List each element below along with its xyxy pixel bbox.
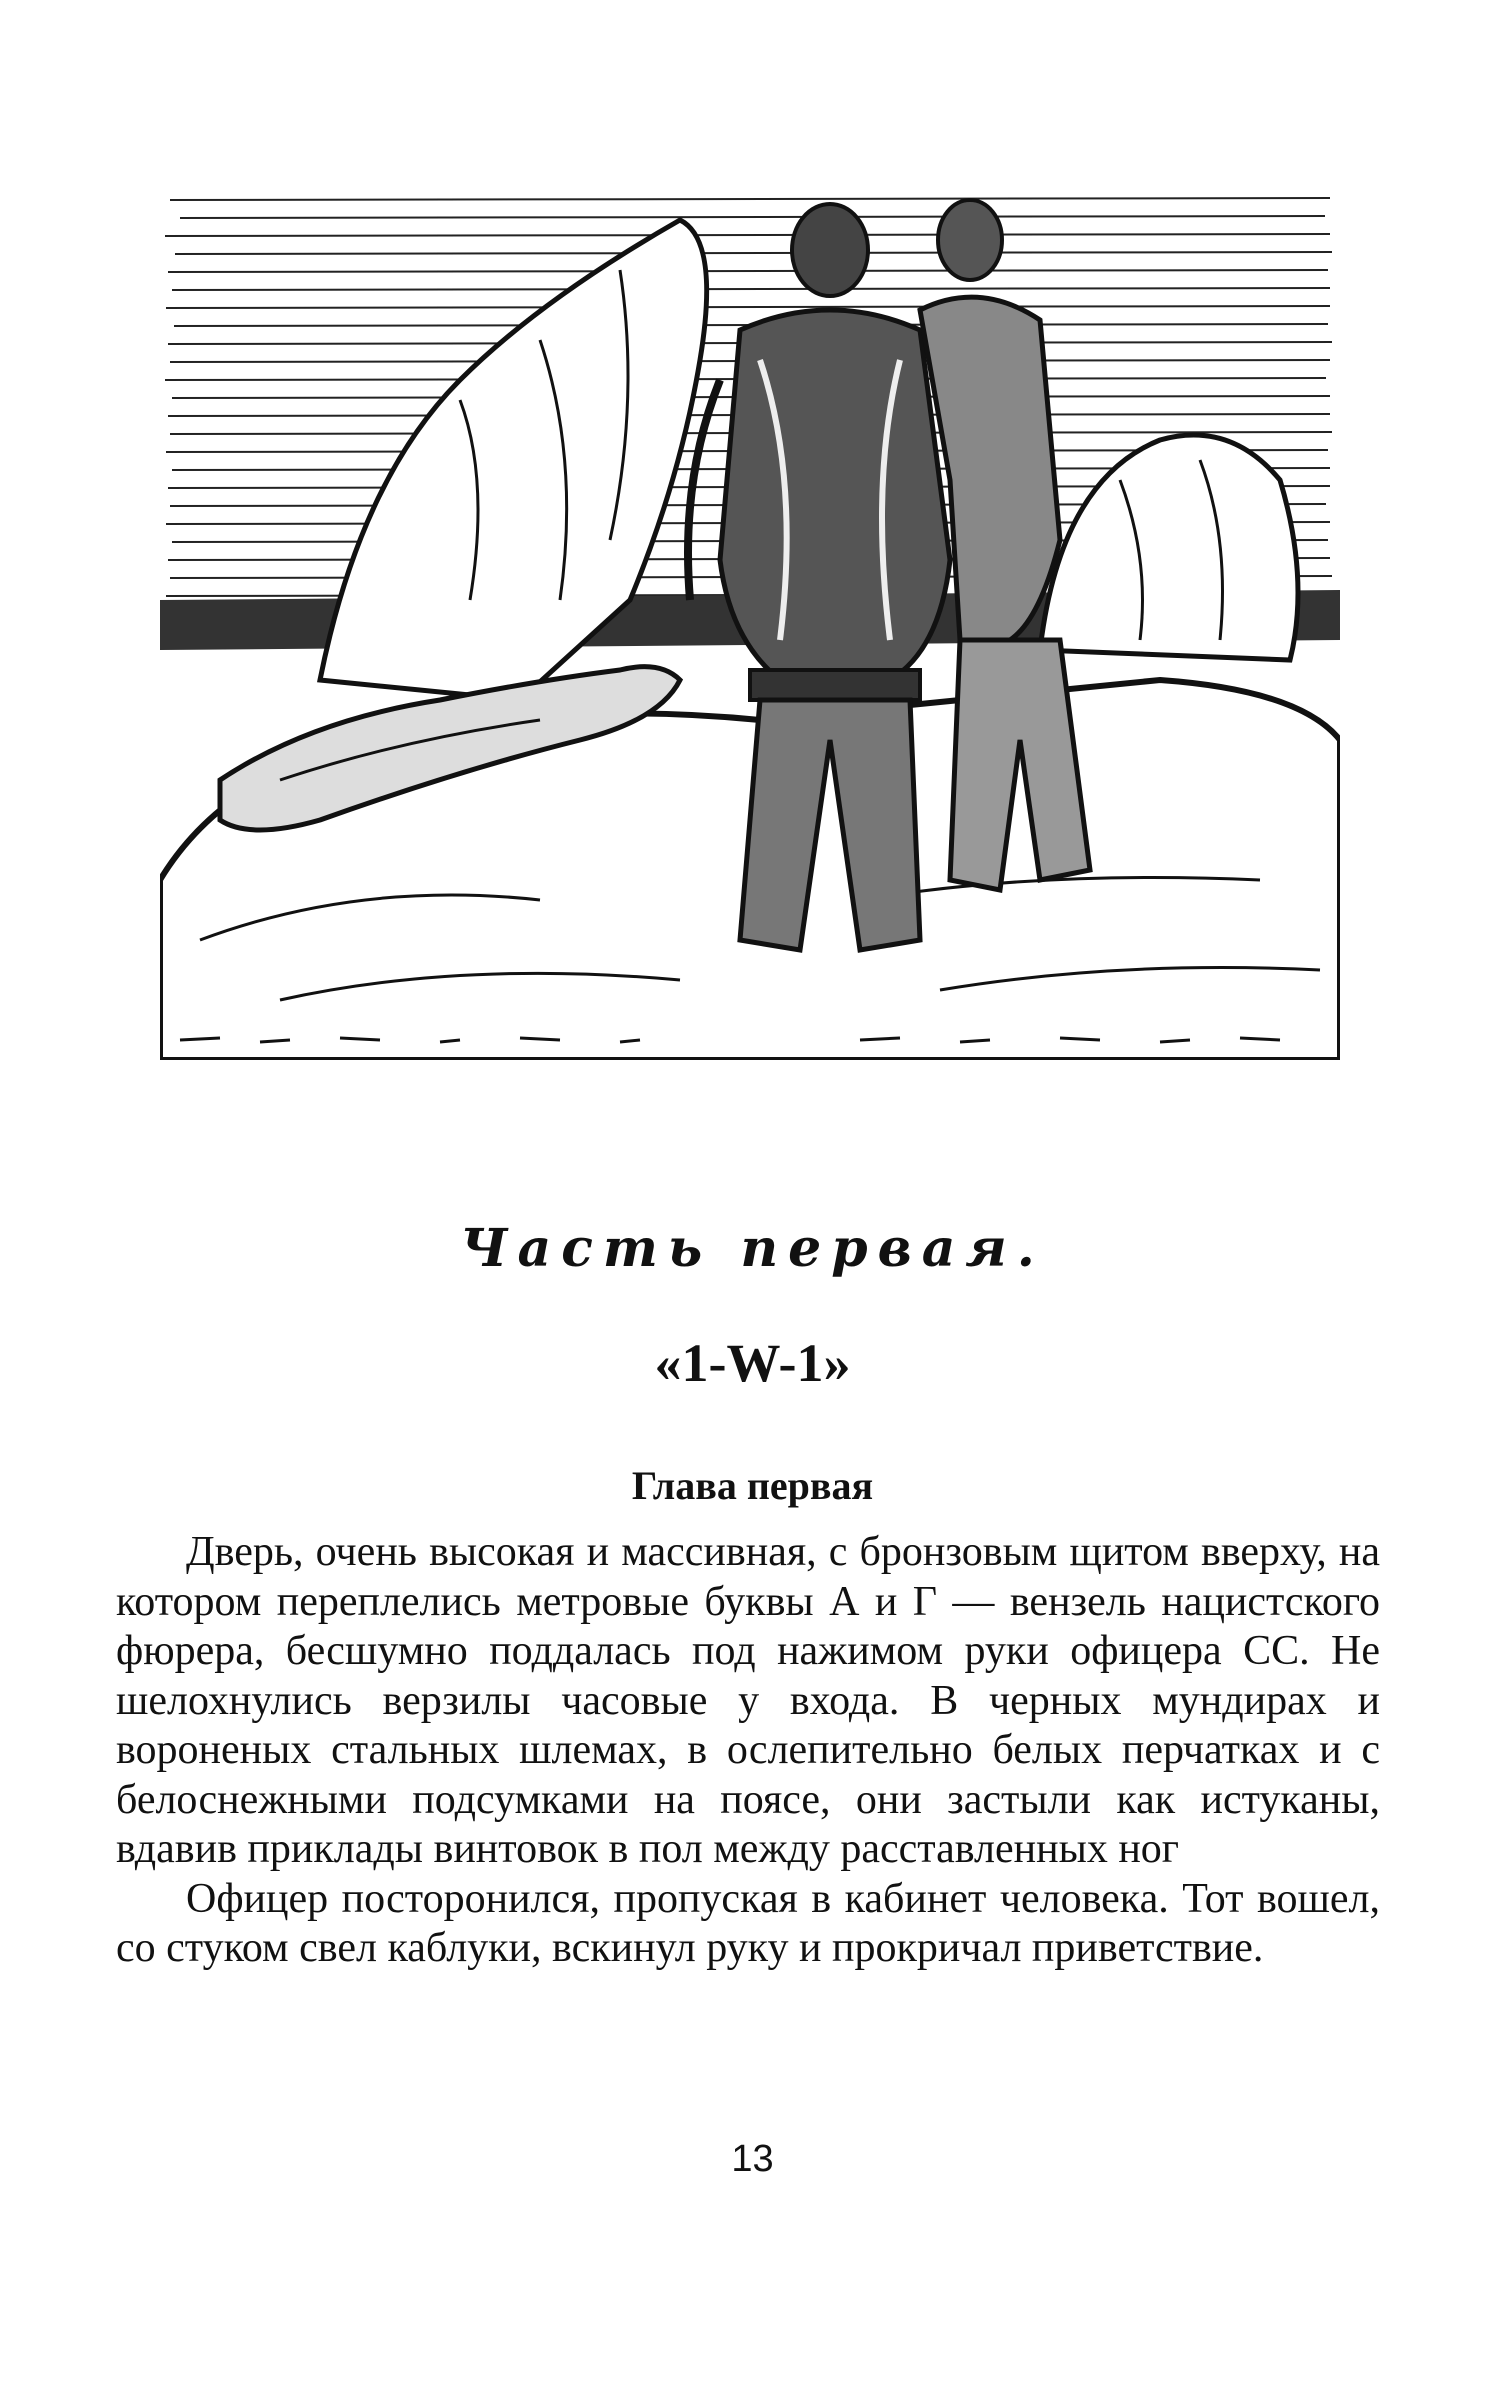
page-number: 13 xyxy=(731,2138,774,2180)
chapter-illustration xyxy=(160,180,1340,1060)
part-subtitle: «1-W-1» xyxy=(654,1333,851,1393)
paragraph: Офицер посторонился, пропуская в кабинет человека. Тот вошел, со стуком свел каблуки, вскинул руку и прокричал приветствие. xyxy=(116,1875,1380,1971)
part-title: Часть первая. xyxy=(460,1218,1045,1279)
chapter-title: Глава первая xyxy=(631,1463,874,1508)
paragraph: Дверь, очень высокая и массивная, с бронзовым щитом вверху, на котором переплелись метровые буквы А и Г — вензель нацистского фюрера, бесшумно поддалась под нажимом руки офицера СС. Не шелохнулись верзилы часовые у входа. В черных мундирах и вороненых стальных шлемах, в ослепительно белых перчатках и с белоснежными подсумками на поясе, они застыли как истуканы, вдавив приклады винтовок в пол между расставленных ног xyxy=(116,1529,1380,1872)
chapter-body xyxy=(116,1528,1380,1974)
engraving-figures-on-rocks-icon xyxy=(160,180,1340,1060)
